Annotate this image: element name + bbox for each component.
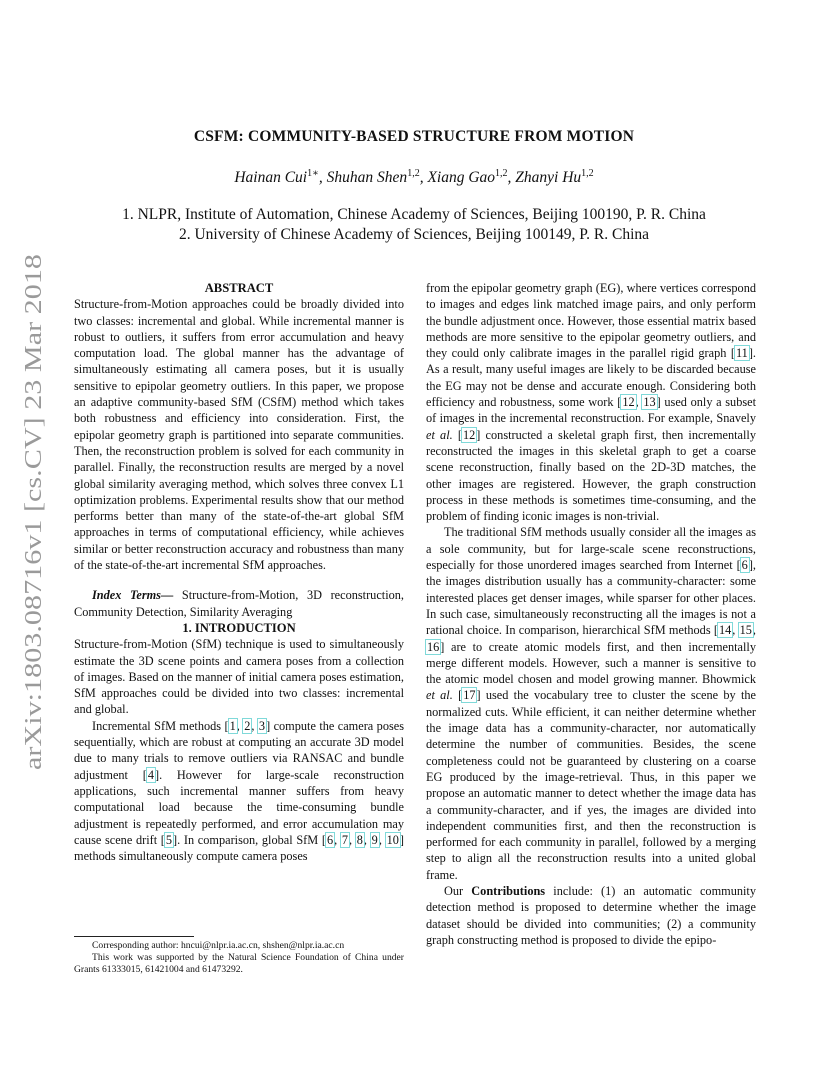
text-run: , [378,832,386,847]
text-run: ], the images distribution usually has a community-character: some interested places get denser images, while sparser for other places. In such case, simultaneously reconstructing all the images is not a rational choice. In comparison, hierarchical SfM methods [ [426,558,756,638]
arxiv-stamp-text: arXiv:1803.08716v1 [cs.CV] 23 Mar 2018 [20,350,47,770]
citation-link[interactable]: 3 [258,718,266,733]
text-run: , [236,718,244,733]
text-run: ] used the vocabulary tree to cluster the scene by the normalized cuts. While efficient, it can neither determine whether the image data has a community-character, nor automatically determine the number of communities. Besides, the scene completeness could not be guaranteed by clustering on a coarse EG produced by the image-retrieval. Thus, in this paper we propose an automatic manner to detect whether the image data has a community-character, and if yes, the images are divided into independent communities first, and then the reconstruction is performed for each community in parallel, followed by a merging step to align all the reconstruction results into a united global frame. [426,688,757,882]
author-sup: 1,2 [495,168,508,179]
footnote-rule [74,936,194,937]
text-run: [ [452,688,463,703]
citation-link[interactable]: 1 [229,718,236,733]
index-terms-label: Index Terms— [92,588,174,603]
text-run: , [732,623,739,638]
text-run: ] methods simultaneously compute camera poses [74,832,404,864]
citation-link[interactable]: 7 [341,832,349,847]
text-run: ]. As a result, many useful images are likely to be discarded because the EG may not be dense and accurate enough. Considering both efficiency and robustness, some work [ [426,346,756,410]
left-column [74,280,404,864]
affiliation-1: 1. NLPR, Institute of Automation, Chinese Academy of Sciences, Beijing 100190, P. R. China [122,206,706,223]
citation-link[interactable]: 12 [462,427,476,442]
citation-link[interactable]: 5 [165,832,173,847]
citation-link[interactable]: 12 [622,395,635,410]
text-run: ] compute the camera poses sequentially, which are robust at computing an accurate 3D model due to many trials to remove outliers via RANSAC and bundle adjustment [ [74,718,404,782]
abstract-heading: ABSTRACT [204,281,274,295]
text-run: ] used only a subset of images in the incremental reconstruction. For example, Snavely [426,395,757,426]
text-run: ] constructed a skeletal graph first, then incrementally reconstructed the images in this skeletal graph to get a coarse scene reconstruction, finally based on the 2D-3D matches, the other images are registered. However, the graph construction process in these methods is sometimes time-consuming, and the problem of finding iconic images is non-trivial. [426,427,757,524]
author-sup: 1∗ [307,168,319,179]
text-run: , [635,395,643,410]
citation-link[interactable]: 9 [371,832,378,847]
text-run: , [251,718,258,733]
index-terms-text: Structure-from-Motion, 3D reconstruction, Community Detection, Similarity Averaging [74,588,404,619]
citation-link[interactable]: 6 [326,832,334,847]
author-name: Shuhan Shen [326,169,408,187]
contributions-label: Contributions [471,883,546,898]
text-run: , [349,832,356,847]
text-run: ]. However for large-scale reconstruction applications, such incremental manner suffers from heavy computational load because the time-consuming bundle adjustment is repeatedly performed, and error accumulation may cause scene drift [ [74,767,404,847]
author-sup: 1,2 [581,168,594,179]
text-run: ] are to create atomic models first, and then incrementally merge different models. However, such a manner is sensitive to the atomic model chosen and model growing manner. Bhowmick [426,639,756,687]
text-run: , [752,623,756,638]
right-paragraph-3 [426,883,756,948]
text-run: [ [452,427,462,442]
intro-heading: 1. INTRODUCTION [182,620,296,635]
author-name: Hainan Cui [234,169,308,187]
index-terms [74,587,404,620]
right-paragraph-2 [426,524,756,883]
author-name: Zhanyi Hu [515,169,582,187]
author-sup: 1,2 [407,168,420,179]
text-run: , [334,832,341,847]
paper-title: CSFM: COMMUNITY-BASED STRUCTURE FROM MOTION [193,128,635,145]
text-run: , [363,832,371,847]
citation-link[interactable]: 17 [463,688,476,703]
footnote [74,936,404,976]
right-paragraph-1 [426,280,756,524]
citation-link[interactable]: 15 [739,623,752,638]
citation-link[interactable]: 13 [643,395,656,410]
citation-link[interactable]: 14 [718,623,732,638]
affiliation-2: 2. University of Chinese Academy of Sciences, Beijing 100149, P. R. China [178,226,650,243]
citation-link[interactable]: 6 [741,558,748,573]
text-run: The traditional SfM methods usually consider all the images as a sole community, but for large-scale scene reconstructions, especially for those unordered images searched from Internet [ [426,525,756,573]
text-run: Incremental SfM methods [ [92,718,229,733]
text-run: include: (1) an automatic community detection method is proposed to determine whether the image dataset should be divided into communities; (2) a community graph constructing method is proposed to divide the epipo- [426,883,756,947]
author-name: Xiang Gao [427,169,496,187]
intro-paragraph-1: Structure-from-Motion (SfM) technique is used to simultaneously estimate the 3D scene points and camera poses from a collection of images. Based on the manner of initial camera poses estimation, SfM approaches could be divided into two classes: incremental and global. [74,637,404,717]
author-list: Hainan Cui$^{1∗}$, Shuhan Shen$^{1,2}$, Xiang Gao$^{1,2}$, Zhanyi Hu$^{1,2}$ [234,168,594,187]
text-run: Our [444,883,472,898]
right-column [426,280,756,948]
text-run: et al. [426,427,453,442]
abstract-text: Structure-from-Motion approaches could be broadly divided into two classes: incremental and global. While incremental manner is robust to outliers, it suffers from error accumulation and heavy computation load. The global manner has the advantage of simultaneously estimating all camera poses, but it is usually sensitive to epipolar geometry outliers. In this paper, we propose an adaptive community-based SfM (CSfM) method which takes both robustness and efficiency into consideration. First, the epipolar geometry graph is partitioned into separate communities. Then, the reconstruction problem is solved for each community in parallel. Finally, the reconstruction results are merged by a novel global similarity averaging method, which solves three convex L1 optimization problems. Experimental results show that our method performs better than many of the state-of-the-art global SfM approaches in terms of computational efficiency, while achieves similar or better reconstruction accuracy and robustness than many of the state-of-the-art incremental SfM approaches. [74,297,404,573]
citation-link[interactable]: 4 [147,767,154,782]
footnote-corresponding: Corresponding author: hncui@nlpr.ia.ac.cn, shshen@nlpr.ia.ac.cn [92,940,345,951]
text-run: et al. [426,688,453,703]
arxiv-stamp[interactable] [14,252,48,772]
citation-link[interactable]: 16 [427,639,440,654]
citation-link[interactable]: 2 [244,718,251,733]
citation-link[interactable]: 8 [356,832,363,847]
text-run: from the epipolar geometry graph (EG), where vertices correspond to images and edges link matched image pairs, and only perform the bundle adjustment once. However, those essential matrix based methods are more sensitive to the epipolar geometry outliers, and they could only calibrate images in the parallel rigid graph [ [426,281,756,361]
footnote-funding: This work was supported by the Natural Science Foundation of China under Grants 61333015, 61421004 and 61473292. [74,952,404,975]
intro-paragraph-2 [74,718,404,865]
text-run: ]. In comparison, global SfM [ [173,832,326,847]
citation-link[interactable]: 10 [386,832,399,847]
citation-link[interactable]: 11 [735,346,748,361]
